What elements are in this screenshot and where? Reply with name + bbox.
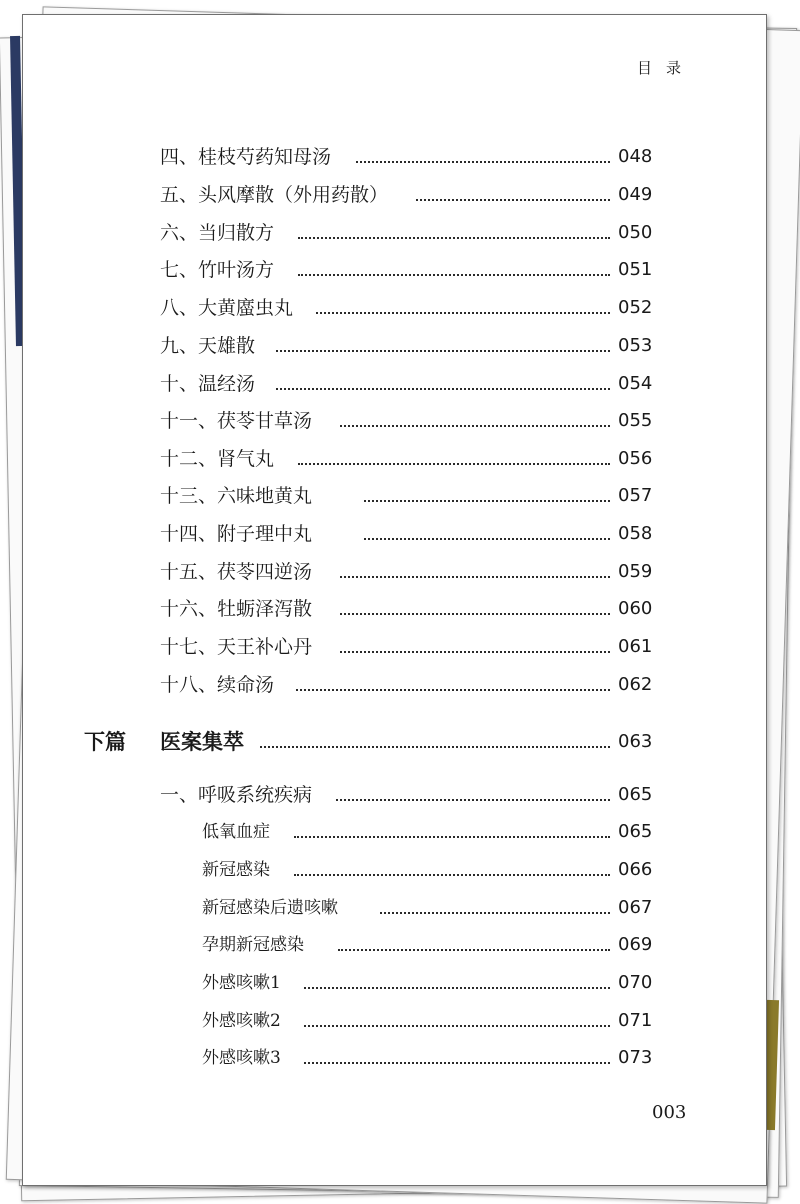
dot-leader: [298, 237, 610, 239]
toc-entry-title: 五、头风摩散（外用药散）: [160, 180, 396, 210]
toc-chapter: [0, 780, 800, 810]
dot-leader: [340, 576, 610, 578]
toc-entry: [0, 331, 800, 361]
toc-entry: [0, 557, 800, 587]
dot-leader: [298, 274, 610, 276]
toc-entry-page: 060: [618, 598, 653, 619]
dot-leader: [304, 1025, 610, 1027]
dot-leader: [294, 836, 610, 838]
toc-entry-page: 065: [618, 784, 653, 805]
toc-entry: [0, 594, 800, 624]
toc-subentry: [0, 930, 800, 960]
toc-subentry-title: 低氧血症: [202, 817, 278, 847]
page-number: 003: [652, 1102, 687, 1123]
dot-leader: [276, 350, 610, 352]
toc-subentry: [0, 1006, 800, 1036]
running-head: 目录: [637, 59, 696, 77]
toc-entry-title: 十四、附子理中丸: [160, 519, 320, 549]
toc-subentry: [0, 893, 800, 923]
toc-entry: [0, 632, 800, 662]
toc-entry: [0, 670, 800, 700]
dot-leader: [416, 199, 610, 201]
dot-leader: [364, 538, 610, 540]
toc-subentry: [0, 855, 800, 885]
dot-leader: [336, 799, 610, 801]
toc-entry: [0, 444, 800, 474]
toc-part-title: 医案集萃: [160, 727, 252, 757]
toc-entry-page: 053: [618, 335, 653, 356]
toc-entry-page: 073: [618, 1047, 653, 1068]
dot-leader: [380, 912, 610, 914]
toc-entry-page: 067: [618, 897, 653, 918]
toc-entry-page: 059: [618, 561, 653, 582]
toc-entry-page: 051: [618, 259, 653, 280]
toc-entry-page: 071: [618, 1010, 653, 1031]
dot-leader: [304, 1062, 610, 1064]
dot-leader: [294, 874, 610, 876]
dot-leader: [316, 312, 610, 314]
dot-leader: [304, 987, 610, 989]
toc-entry-page: 069: [618, 934, 653, 955]
toc-entry-page: 050: [618, 222, 653, 243]
toc-subentry: [0, 1043, 800, 1073]
toc-entry: [0, 180, 800, 210]
dot-leader: [364, 500, 610, 502]
toc-subentry: [0, 817, 800, 847]
toc-entry-title: 十三、六味地黄丸: [160, 481, 320, 511]
toc-entry-title: 十、温经汤: [160, 369, 263, 399]
toc-entry-page: 058: [618, 523, 653, 544]
toc-entry: [0, 369, 800, 399]
dot-leader: [260, 746, 610, 748]
toc-subentry-title: 新冠感染: [202, 855, 278, 885]
dot-leader: [296, 689, 610, 691]
toc-entry: [0, 293, 800, 323]
toc-entry: [0, 406, 800, 436]
toc-part-label: 下篇: [84, 730, 126, 754]
toc-entry-title: 四、桂枝芍药知母汤: [160, 142, 339, 172]
toc-entry-title: 十八、续命汤: [160, 670, 282, 700]
toc-entry-page: 055: [618, 410, 653, 431]
toc-entry-page: 061: [618, 636, 653, 657]
toc-entry-page: 054: [618, 373, 653, 394]
dot-leader: [356, 161, 610, 163]
dot-leader: [340, 425, 610, 427]
toc-entry-page: 063: [618, 731, 653, 752]
toc-entry-page: 057: [618, 485, 653, 506]
dot-leader: [276, 388, 610, 390]
toc-entry-page: 049: [618, 184, 653, 205]
toc-subentry-title: 新冠感染后遗咳嗽: [202, 893, 346, 923]
toc-entry-title: 七、竹叶汤方: [160, 255, 282, 285]
toc-entry-page: 052: [618, 297, 653, 318]
dot-leader: [298, 463, 610, 465]
toc-entry: [0, 255, 800, 285]
toc-entry-title: 十六、牡蛎泽泻散: [160, 594, 320, 624]
toc-entry-title: 十五、茯苓四逆汤: [160, 557, 320, 587]
toc-part-heading: [0, 727, 800, 757]
toc-subentry-title: 外感咳嗽3: [202, 1043, 289, 1073]
toc-subentry-title: 孕期新冠感染: [202, 930, 312, 960]
toc-entry-page: 066: [618, 859, 653, 880]
dot-leader: [340, 613, 610, 615]
toc-entry-title: 十二、肾气丸: [160, 444, 282, 474]
toc-chapter-title: 一、呼吸系统疾病: [160, 780, 320, 810]
toc-subentry: [0, 968, 800, 998]
toc-entry: [0, 218, 800, 248]
toc-entry: [0, 481, 800, 511]
toc-subentry-title: 外感咳嗽2: [202, 1006, 289, 1036]
toc-entry: [0, 142, 800, 172]
dot-leader: [338, 949, 610, 951]
toc-entry-page: 065: [618, 821, 653, 842]
toc-entry: [0, 519, 800, 549]
toc-entry-title: 十一、茯苓甘草汤: [160, 406, 320, 436]
dot-leader: [340, 651, 610, 653]
toc-subentry-title: 外感咳嗽1: [202, 968, 289, 998]
toc-entry-title: 九、天雄散: [160, 331, 263, 361]
toc-entry-page: 062: [618, 674, 653, 695]
toc-entry-title: 八、大黄䗪虫丸: [160, 293, 301, 323]
toc-entry-page: 048: [618, 146, 653, 167]
toc-entry-title: 十七、天王补心丹: [160, 632, 320, 662]
toc-entry-page: 056: [618, 448, 653, 469]
toc-entry-title: 六、当归散方: [160, 218, 282, 248]
toc-entry-page: 070: [618, 972, 653, 993]
